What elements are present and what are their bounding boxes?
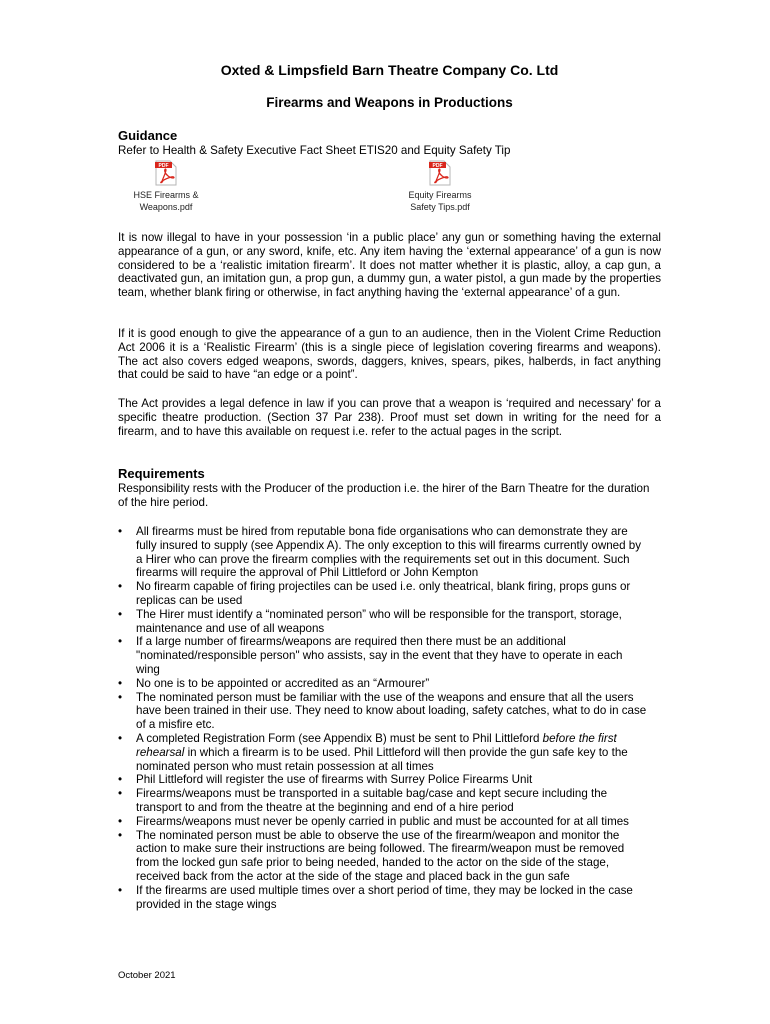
attachment-name-line1: HSE Firearms & bbox=[133, 190, 199, 200]
list-item-text: The nominated person must be able to observe the use of the firearm/weapon and monitor the action to make sure their instructions are being followed. The firearm/weapon must be removed from the locked gun safe prior to being needed, handed to the actor on the side of the stage, received back from the actor at the side of the stage and placed back in the gun safe bbox=[136, 828, 625, 883]
list-item bbox=[118, 691, 648, 732]
company-name: Oxted & Limpsfield Barn Theatre Company Co. Ltd bbox=[220, 62, 559, 78]
guidance-intro: Refer to Health & Safety Executive Fact Sheet ETIS20 and Equity Safety Tip bbox=[118, 144, 511, 157]
list-item-text-post: in which a firearm is to be used. Phil Littleford will then provide the gun safe key to the nominated person who must retain possession at all times bbox=[136, 745, 628, 773]
list-item-text-pre: A completed Registration Form (see Appendix B) must be sent to Phil Littleford bbox=[136, 731, 543, 745]
paragraph-legal-defence: The Act provides a legal defence in law if you can prove that a weapon is ‘required and necessary’ for a specific theatre production. (Section 37 Par 238). Proof must set down in writing for the need for a firearm, and to have this available on request i.e. refer to the actual pages in the script. bbox=[118, 397, 661, 438]
list-item-text-emphasis: before the first rehearsal bbox=[136, 731, 617, 759]
attachment-name-line1: Equity Firearms bbox=[408, 190, 472, 200]
list-item-text: Firearms/weapons must be transported in a suitable bag/case and kept secure including the transport to and from the theatre at the beginning and end of a hire period bbox=[136, 787, 608, 814]
attachment-hse-firearms[interactable] bbox=[122, 160, 210, 213]
requirements-list bbox=[118, 525, 648, 911]
list-item-text: No firearm capable of firing projectiles can be used i.e. only theatrical, blank firing, props guns or replicas can be used bbox=[136, 580, 631, 607]
list-item bbox=[118, 829, 648, 884]
list-item bbox=[118, 580, 648, 608]
list-item-text: All firearms must be hired from reputable bona fide organisations who can demonstrate they are fully insured to supply (see Appendix A). The only exception to this will firearms currently owned by a Hirer who can prove the firearm complies with the requirements set out in this document. Such firearms will require the approval of Phil Littleford or John Kempton bbox=[136, 525, 642, 580]
list-item-text: Firearms/weapons must never be openly carried in public and must be accounted for at all times bbox=[136, 814, 629, 828]
list-item-text: If the firearms are used multiple times over a short period of time, they may be locked in the case provided in the stage wings bbox=[136, 883, 633, 911]
list-item bbox=[118, 773, 648, 787]
bullet-icon: • bbox=[118, 676, 123, 690]
list-item bbox=[118, 884, 648, 912]
list-item-text: Phil Littleford will register the use of firearms with Surrey Police Firearms Unit bbox=[136, 773, 533, 787]
bullet-icon: • bbox=[118, 690, 123, 704]
pdf-badge: PDF bbox=[158, 163, 169, 169]
list-item bbox=[118, 677, 648, 691]
bullet-icon: • bbox=[118, 731, 123, 745]
paragraph-violent-crime-act: If it is good enough to give the appearance of a gun to an audience, then in the Violent Crime Reduction Act 2006 it is a ‘Realistic Firearm’ (this is a single piece of legislation covering firearms and weapons). The act also covers edged weapons, swords, daggers, knives, spears, pikes, halberds, in fact anything that could be said to have “an edge or a point”. bbox=[118, 327, 661, 382]
list-item bbox=[118, 635, 648, 676]
pdf-badge: PDF bbox=[432, 163, 443, 169]
bullet-icon: • bbox=[118, 607, 123, 621]
pdf-file-icon bbox=[428, 160, 452, 186]
list-item-text: If a large number of firearms/weapons are required then there must be an additional "nominated/responsible person" who assists, say in the event that they have to operate in each wing bbox=[136, 635, 623, 676]
pdf-file-icon bbox=[154, 160, 178, 186]
list-item bbox=[118, 525, 648, 580]
bullet-icon: • bbox=[118, 635, 123, 649]
attachment-name-line2: Weapons.pdf bbox=[139, 202, 193, 212]
bullet-icon: • bbox=[118, 773, 123, 787]
list-item bbox=[118, 815, 648, 829]
list-item bbox=[118, 787, 648, 815]
bullet-icon: • bbox=[118, 525, 123, 538]
guidance-heading: Guidance bbox=[118, 128, 178, 143]
list-item-text: No one is to be appointed or accredited as an “Armourer” bbox=[136, 676, 430, 690]
requirements-intro: Responsibility rests with the Producer of the production i.e. the hirer of the Barn Theatre for the duration of the hire period. bbox=[118, 482, 650, 509]
list-item bbox=[118, 608, 648, 636]
bullet-icon: • bbox=[118, 883, 123, 897]
bullet-icon: • bbox=[118, 787, 123, 801]
attachment-name-line2: Safety Tips.pdf bbox=[410, 202, 470, 212]
paragraph-illegal-possession: It is now illegal to have in your possession ‘in a public place’ any gun or something having the external appearance of a gun, or any sword, knife, etc. Any item having the ‘external appearance’ of a gun is now considered to be a ‘realistic imitation firearm’. It does not matter whether it is plastic, alloy, a cap gun, a deactivated gun, an imitation gun, a prop gun, a dummy gun, a water pistol, a gun made by the properties team, whether blank firing or otherwise, in fact anything having the ‘external appearance’ of a gun. bbox=[118, 231, 661, 300]
document-title: Firearms and Weapons in Productions bbox=[266, 95, 513, 110]
attachment-equity-firearms[interactable] bbox=[400, 160, 480, 213]
bullet-icon: • bbox=[118, 828, 123, 842]
footer-date: October 2021 bbox=[118, 970, 176, 981]
list-item bbox=[118, 732, 648, 773]
list-item-text: The nominated person must be familiar with the use of the weapons and ensure that all the users have been trained in their use. They need to know about loading, safety catches, what to do in case of a misfire etc. bbox=[136, 690, 647, 732]
requirements-heading: Requirements bbox=[118, 466, 205, 481]
bullet-icon: • bbox=[118, 580, 123, 594]
list-item-text: The Hirer must identify a “nominated person” who will be responsible for the transport, storage, maintenance and use of all weapons bbox=[136, 607, 622, 635]
bullet-icon: • bbox=[118, 814, 123, 828]
